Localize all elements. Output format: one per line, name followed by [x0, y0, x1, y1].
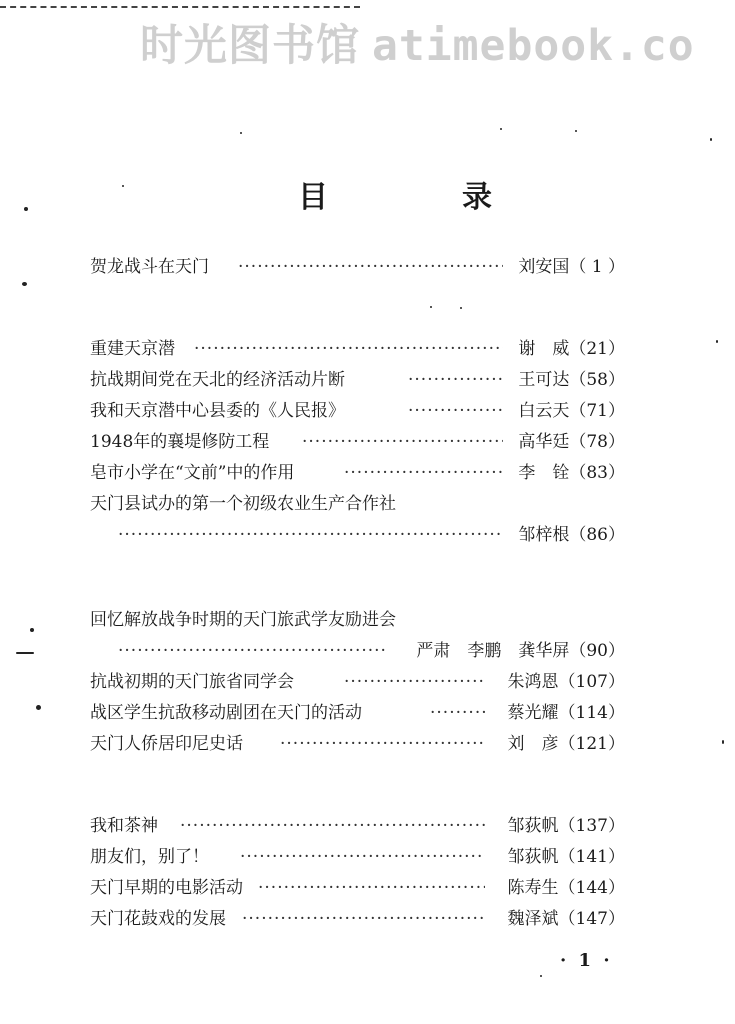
toc-entry — [90, 334, 625, 364]
watermark-url: atimebook.co — [372, 21, 695, 71]
entry-author: 李 铨 — [518, 463, 570, 483]
toc-entry — [90, 667, 625, 697]
entry-title: 皂市小学在“文前”中的作用 — [90, 463, 295, 483]
entry-page: （147） — [558, 909, 625, 929]
entry-page: （141） — [558, 847, 625, 867]
entry-author: 白云天 — [518, 401, 570, 421]
entry-page: （58） — [569, 370, 625, 390]
toc-entry — [90, 904, 625, 934]
scan-speck — [16, 652, 34, 654]
watermark — [140, 12, 695, 73]
toc-entry — [90, 811, 625, 841]
scan-speck — [710, 138, 712, 141]
entry-title: 贺龙战斗在天门 — [90, 257, 209, 277]
toc-entry — [118, 636, 625, 666]
dot-leader — [240, 842, 485, 872]
scan-speck — [575, 130, 577, 132]
entry-title: 重建天京潜 — [90, 339, 175, 359]
dot-leader — [118, 520, 503, 550]
entry-author: 谢 威 — [518, 339, 570, 359]
entry-title: 我和茶神 — [90, 816, 158, 836]
dot-leader — [238, 252, 503, 282]
entry-title: 回忆解放战争时期的天门旅武学友励进会 — [90, 610, 396, 630]
entry-page: （90） — [569, 641, 625, 661]
dot-leader — [118, 636, 385, 666]
toc-entry — [90, 252, 625, 282]
toc-entry — [90, 729, 625, 759]
scan-speck — [36, 705, 41, 710]
top-dashed-line — [0, 6, 360, 8]
toc-entry — [90, 427, 625, 457]
page-title: 目 录 — [298, 180, 544, 215]
entry-page: （21） — [569, 339, 625, 359]
entry-page: （83） — [569, 463, 625, 483]
entry-author: 刘安国 — [518, 257, 570, 277]
scan-speck — [30, 628, 34, 632]
toc-entry — [90, 873, 625, 903]
scan-speck — [240, 132, 242, 134]
dot-leader — [180, 811, 485, 841]
entry-page: （86） — [569, 525, 625, 545]
watermark-text: 时光图书馆 — [140, 21, 360, 71]
dot-leader — [408, 396, 503, 426]
entry-page: （71） — [569, 401, 625, 421]
entry-page: （121） — [558, 734, 625, 754]
entry-author: 高华廷 — [518, 432, 570, 452]
entry-author: 朱鸿恩 — [507, 672, 559, 692]
dot-leader — [258, 873, 485, 903]
entry-page: （137） — [558, 816, 625, 836]
entry-page: （ 1 ） — [569, 257, 625, 277]
entry-title: 天门早期的电影活动 — [90, 878, 243, 898]
scan-speck — [122, 185, 124, 187]
dot-leader — [242, 904, 485, 934]
entry-author: 魏泽斌 — [507, 909, 559, 929]
entry-title: 抗战期间党在天北的经济活动片断 — [90, 370, 345, 390]
scan-speck — [24, 207, 28, 211]
entry-page: （107） — [558, 672, 625, 692]
toc-entry — [90, 698, 625, 728]
entry-author: 邹荻帆 — [507, 816, 559, 836]
toc-entry — [118, 520, 625, 550]
scan-speck — [460, 307, 462, 309]
entry-author: 蔡光耀 — [507, 703, 559, 723]
scan-speck — [500, 128, 502, 130]
entry-title: 1948年的襄堤修防工程 — [90, 432, 270, 452]
entry-author: 严肃 李鹏 龚华屏 — [416, 641, 570, 661]
toc-entry — [90, 842, 625, 872]
dot-leader — [280, 729, 485, 759]
dot-leader — [194, 334, 503, 364]
dot-leader — [344, 667, 485, 697]
scan-speck — [430, 306, 432, 308]
entry-page: （114） — [558, 703, 625, 723]
entry-title: 天门县试办的第一个初级农业生产合作社 — [90, 494, 396, 514]
dot-leader — [344, 458, 503, 488]
toc-entry — [90, 396, 625, 426]
entry-title: 抗战初期的天门旅省同学会 — [90, 672, 294, 692]
dot-leader — [408, 365, 503, 395]
toc-entry — [90, 365, 625, 395]
entry-title: 天门人侨居印尼史话 — [90, 734, 243, 754]
scan-speck — [22, 282, 27, 286]
entry-title: 战区学生抗敌移动剧团在天门的活动 — [90, 703, 362, 723]
entry-author: 陈寿生 — [507, 878, 559, 898]
scan-speck — [540, 975, 542, 977]
dot-leader — [430, 698, 485, 728]
scan-speck — [722, 740, 724, 744]
entry-page: （78） — [569, 432, 625, 452]
entry-title: 我和天京潜中心县委的《人民报》 — [90, 401, 345, 421]
entry-title: 天门花鼓戏的发展 — [90, 909, 226, 929]
entry-page: （144） — [558, 878, 625, 898]
entry-author: 刘 彦 — [507, 734, 559, 754]
scan-speck — [716, 340, 718, 343]
entry-author: 王可达 — [518, 370, 570, 390]
entry-author: 邹梓根 — [518, 525, 570, 545]
toc-entry — [90, 458, 625, 488]
dot-leader — [302, 427, 503, 457]
page-number: · 1 · — [560, 950, 613, 971]
entry-author: 邹荻帆 — [507, 847, 559, 867]
entry-title: 朋友们，别了！ — [90, 847, 209, 867]
